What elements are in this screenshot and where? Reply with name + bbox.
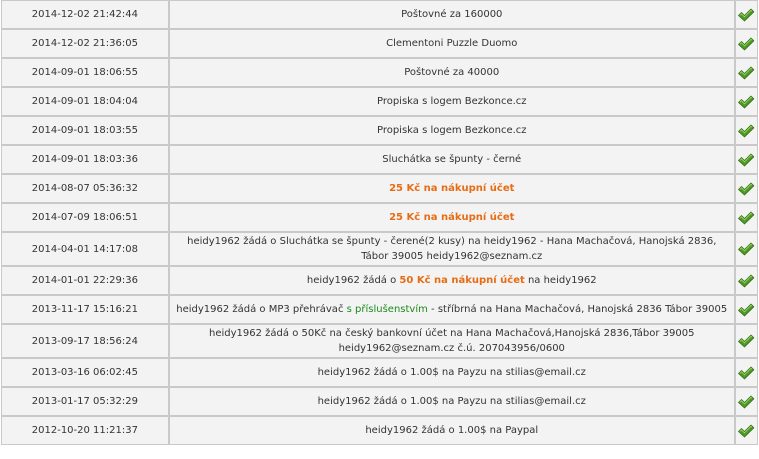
date-cell: 2013-01-17 05:32:29 — [1, 387, 169, 416]
status-cell — [735, 0, 758, 29]
green-checkmark-icon — [737, 152, 755, 168]
table-row — [1, 203, 758, 232]
green-checkmark-icon — [737, 7, 755, 23]
status-cell — [735, 145, 758, 174]
date-cell: 2013-09-17 18:56:24 — [1, 324, 169, 358]
status-cell — [735, 358, 758, 387]
green-checkmark-icon — [737, 123, 755, 139]
credit-highlight: 25 Kč na nákupní účet — [389, 212, 515, 223]
date-cell: 2014-12-02 21:42:44 — [1, 0, 169, 29]
status-cell — [735, 324, 758, 358]
green-checkmark-icon — [737, 333, 755, 349]
date-cell: 2014-09-01 18:03:55 — [1, 116, 169, 145]
table-row — [1, 416, 758, 445]
description-cell: Propiska s logem Bezkonce.cz — [169, 116, 735, 145]
date-cell: 2014-07-09 18:06:51 — [1, 203, 169, 232]
status-cell — [735, 416, 758, 445]
description-cell: Poštovné za 40000 — [169, 58, 735, 87]
green-checkmark-icon — [737, 65, 755, 81]
green-checkmark-icon — [737, 36, 755, 52]
credit-highlight: 50 Kč na nákupní účet — [399, 275, 525, 286]
date-cell: 2014-08-07 05:36:32 — [1, 174, 169, 203]
status-cell — [735, 116, 758, 145]
table-row — [1, 266, 758, 295]
description-cell — [169, 295, 735, 324]
description-cell — [169, 203, 735, 232]
date-cell: 2014-09-01 18:06:55 — [1, 58, 169, 87]
status-cell — [735, 232, 758, 266]
date-cell: 2012-10-20 11:21:37 — [1, 416, 169, 445]
status-cell — [735, 387, 758, 416]
date-cell: 2014-04-01 14:17:08 — [1, 232, 169, 266]
date-cell: 2014-09-01 18:04:04 — [1, 87, 169, 116]
table-row — [1, 116, 758, 145]
description-cell: heidy1962 žádá o 50Kč na český bankovní účet na Hana Machačová,Hanojská 2836,Tábor 39005 heidy1962@seznam.cz č.ú. 207043956/0600 — [169, 324, 735, 358]
redemption-history-table — [1, 0, 758, 445]
description-cell: Sluchátka se špunty - černé — [169, 145, 735, 174]
table-row — [1, 232, 758, 266]
green-checkmark-icon — [737, 423, 755, 439]
date-cell: 2014-01-01 22:29:36 — [1, 266, 169, 295]
status-cell — [735, 174, 758, 203]
description-cell — [169, 266, 735, 295]
green-checkmark-icon — [737, 181, 755, 197]
request-prefix: heidy1962 žádá o MP3 přehrávač — [176, 304, 347, 315]
green-checkmark-icon — [737, 365, 755, 381]
table-row — [1, 29, 758, 58]
description-cell: heidy1962 žádá o 1.00$ na Payzu na stilias@email.cz — [169, 387, 735, 416]
date-cell: 2013-03-16 06:02:45 — [1, 358, 169, 387]
green-checkmark-icon — [737, 302, 755, 318]
date-cell: 2014-12-02 21:36:05 — [1, 29, 169, 58]
accessory-highlight: s příslušenstvím — [346, 304, 428, 315]
description-cell: heidy1962 žádá o 1.00$ na Paypal — [169, 416, 735, 445]
table-row — [1, 0, 758, 29]
green-checkmark-icon — [737, 94, 755, 110]
status-cell — [735, 203, 758, 232]
request-prefix: heidy1962 žádá o — [306, 275, 400, 286]
status-cell — [735, 58, 758, 87]
description-cell — [169, 174, 735, 203]
green-checkmark-icon — [737, 241, 755, 257]
table-row — [1, 87, 758, 116]
table-row — [1, 358, 758, 387]
green-checkmark-icon — [737, 273, 755, 289]
status-cell — [735, 29, 758, 58]
green-checkmark-icon — [737, 394, 755, 410]
request-suffix: - stříbrná na Hana Machačová, Hanojská 2836 Tábor 39005 — [427, 304, 728, 315]
table-row — [1, 295, 758, 324]
table-row — [1, 174, 758, 203]
table-row — [1, 387, 758, 416]
request-suffix: na heidy1962 — [524, 275, 597, 286]
description-cell: Clementoni Puzzle Duomo — [169, 29, 735, 58]
description-cell: heidy1962 žádá o Sluchátka se špunty - čerené(2 kusy) na heidy1962 - Hana Machačová, Hanojská 2836, Tábor 39005 heidy1962@seznam.cz — [169, 232, 735, 266]
description-cell: heidy1962 žádá o 1.00$ na Payzu na stilias@email.cz — [169, 358, 735, 387]
description-cell: Propiska s logem Bezkonce.cz — [169, 87, 735, 116]
status-cell — [735, 266, 758, 295]
date-cell: 2014-09-01 18:03:36 — [1, 145, 169, 174]
table-row — [1, 324, 758, 358]
description-cell: Poštovné za 160000 — [169, 0, 735, 29]
credit-highlight: 25 Kč na nákupní účet — [389, 183, 515, 194]
table-row — [1, 58, 758, 87]
status-cell — [735, 295, 758, 324]
status-cell — [735, 87, 758, 116]
green-checkmark-icon — [737, 210, 755, 226]
date-cell: 2013-11-17 15:16:21 — [1, 295, 169, 324]
table-row — [1, 145, 758, 174]
